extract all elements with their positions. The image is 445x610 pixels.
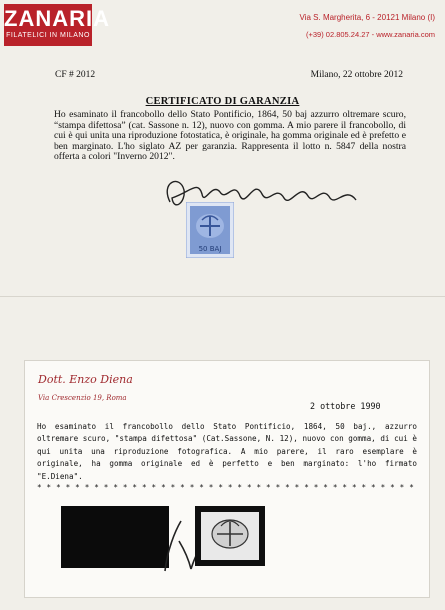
certificate-place-date: Milano, 22 ottobre 2012 (310, 70, 403, 80)
logo-subtitle: FILATELICI IN MILANO (6, 32, 90, 39)
expert-name: Dott. Enzo Diena (38, 373, 133, 386)
diena-certificate (24, 360, 430, 598)
certificate-body: Ho esaminato il francobollo dello Stato Pontificio, 1864, 50 baj azzurro oltremare scuro, “stampa difettosa” (cat. Sassone n. 12), nuovo con gomma. A mio parere il francobollo, di cui è qui unita una riproduzione fotostatica, è originale, ha gomma originale ed è prefetto e ben marginato. L'ho siglato AZ per garanzia. Rappresenta il lotto n. 5847 della nostra offerta a colori "Inverno 2012". (54, 109, 406, 163)
redaction-box (61, 506, 169, 568)
header-address: Via S. Margherita, 6 - 20121 Milano (I) (299, 13, 435, 22)
diena-header (38, 373, 133, 402)
stamp-image (186, 202, 234, 258)
header-contact: (+39) 02.805.24.27 - www.zanaria.com (305, 30, 435, 39)
certificate-number: CF # 2012 (55, 70, 96, 80)
fold-line (0, 296, 445, 297)
diena-stars: * * * * * * * * * * * * * * * * * * * * * * * * * * * * * * * * * * * * * * * * (37, 483, 414, 492)
diena-date: 2 ottobre 1990 (310, 401, 381, 411)
stamp-photo (195, 506, 265, 566)
zanaria-logo (4, 4, 110, 46)
stamp-value: 50 BAJ (198, 245, 222, 253)
diena-body: Ho esaminato il francobollo dello Stato Pontificio, 1864, 50 baj., azzurro oltremare scuro, "stampa difettosa" (Cat.Sassone, N. 12), nuovo con gomma, di cui è qui unita una riproduzione fotografica. A mio parere, il raro esemplare è originale, ha gomma originale ed è perfetto e ben marginato: l'ho firmato "E.Diena". (37, 422, 417, 481)
logo-name: ZANARIA (4, 6, 110, 31)
expert-address: Via Crescenzio 19, Roma (38, 394, 127, 402)
certificate-title: CERTIFICATO DI GARANZIA (145, 96, 300, 107)
handwritten-signature (150, 172, 370, 220)
